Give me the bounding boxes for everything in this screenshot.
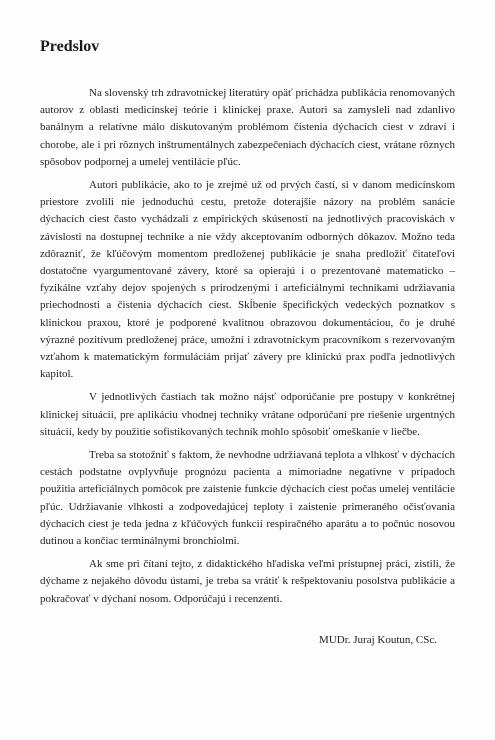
paragraph: Ak sme pri čítaní tejto, z didaktického hľadiska veľmi prístupnej práci, zistili, že dýchame z nejakého dôvodu ústami, je treba sa vrátiť k rešpektovaniu posolstva publikácie a pokračovať v dýchaní nosom. Odporúčajú i recenzenti. [40,558,455,605]
author-signature: MUDr. Juraj Koutun, CSc. [319,633,437,646]
paragraph: Na slovenský trh zdravotníckej literatúry opäť prichádza publikácia renomovaných autorov z oblasti medicínskej teórie i klinickej praxe. Autori sa zamysleli nad zdanlivo banálnym a relatívne málo diskutovaným problémom čistenia dýchacích ciest v zdraví i chorobe, ale i pri rôznych inštrumentálnych zabezpečeniach dýchacích ciest, vrátane rôznych spôsobov podpornej a umelej ventilácie pľúc. [40,87,455,168]
paragraph: V jednotlivých častiach tak možno nájsť odporúčanie pre postupy v konkrétnej klinickej situácii, pre aplikáciu vhodnej techniky vrátane odporúčaní pre riešenie urgentných situácií, kedy by použitie sofistikovaných techník mohlo spôsobiť omeškanie v liečbe. [40,391,455,438]
paragraph: Treba sa stotožniť s faktom, že nevhodne udržiavaná teplota a vlhkosť v dýchacích cestách podstatne ovplyvňuje prognózu pacienta a mimoriadne negatívne v prípadoch použitia arteficiálnych pomôcok pre zaistenie funkcie dýchacích ciest počas umelej ventilácie pľúc. Udržiavanie vlhkosti a zodpovedajúcej teploty i zaistenie primeraného očisťovania dýchacích ciest je teda jedna z kľúčových funkcií respiračného aparátu a to počnúc nosovou dutinou a končiac terminálnymi bronchiolmi. [40,449,455,548]
document-title: Predslov [40,38,100,55]
paragraph: Autori publikácie, ako to je zrejmé už od prvých častí, si v danom medicínskom priestore zvolili nie jednoduchú cestu, pretože doterajšie názory na problém sanácie dýchacích ciest často vychádzali z empirických skúseností na jednotlivých pracoviskách v závislosti na dostupnej technike a nie vždy akceptovaním odborných dôkazov. Možno teda zdôrazniť, že kľúčovým momentom predloženej publikácie je snaha predložiť čitateľovi dostatočne vyargumentované závery, ktoré sa opierajú i o prezentované matematicko – fyzikálne vzťahy dejov spojených s prirodzenými i arteficiálnymi technikami udržiavania priechodnosti a čistenia dýchacích ciest. Skĺbenie špecifických vedeckých poznatkov s klinickou praxou, ktoré je podporené kvalitnou obrazovou dokumentáciou, čo je druhé výrazné pozitívum predloženej práce, umožní i zdravotníckym pracovníkom s rezervovaným vzťahom k matematickým formuláciám prijať závery pre klinickú prax podľa jednotlivých kapitol. [40,179,455,381]
